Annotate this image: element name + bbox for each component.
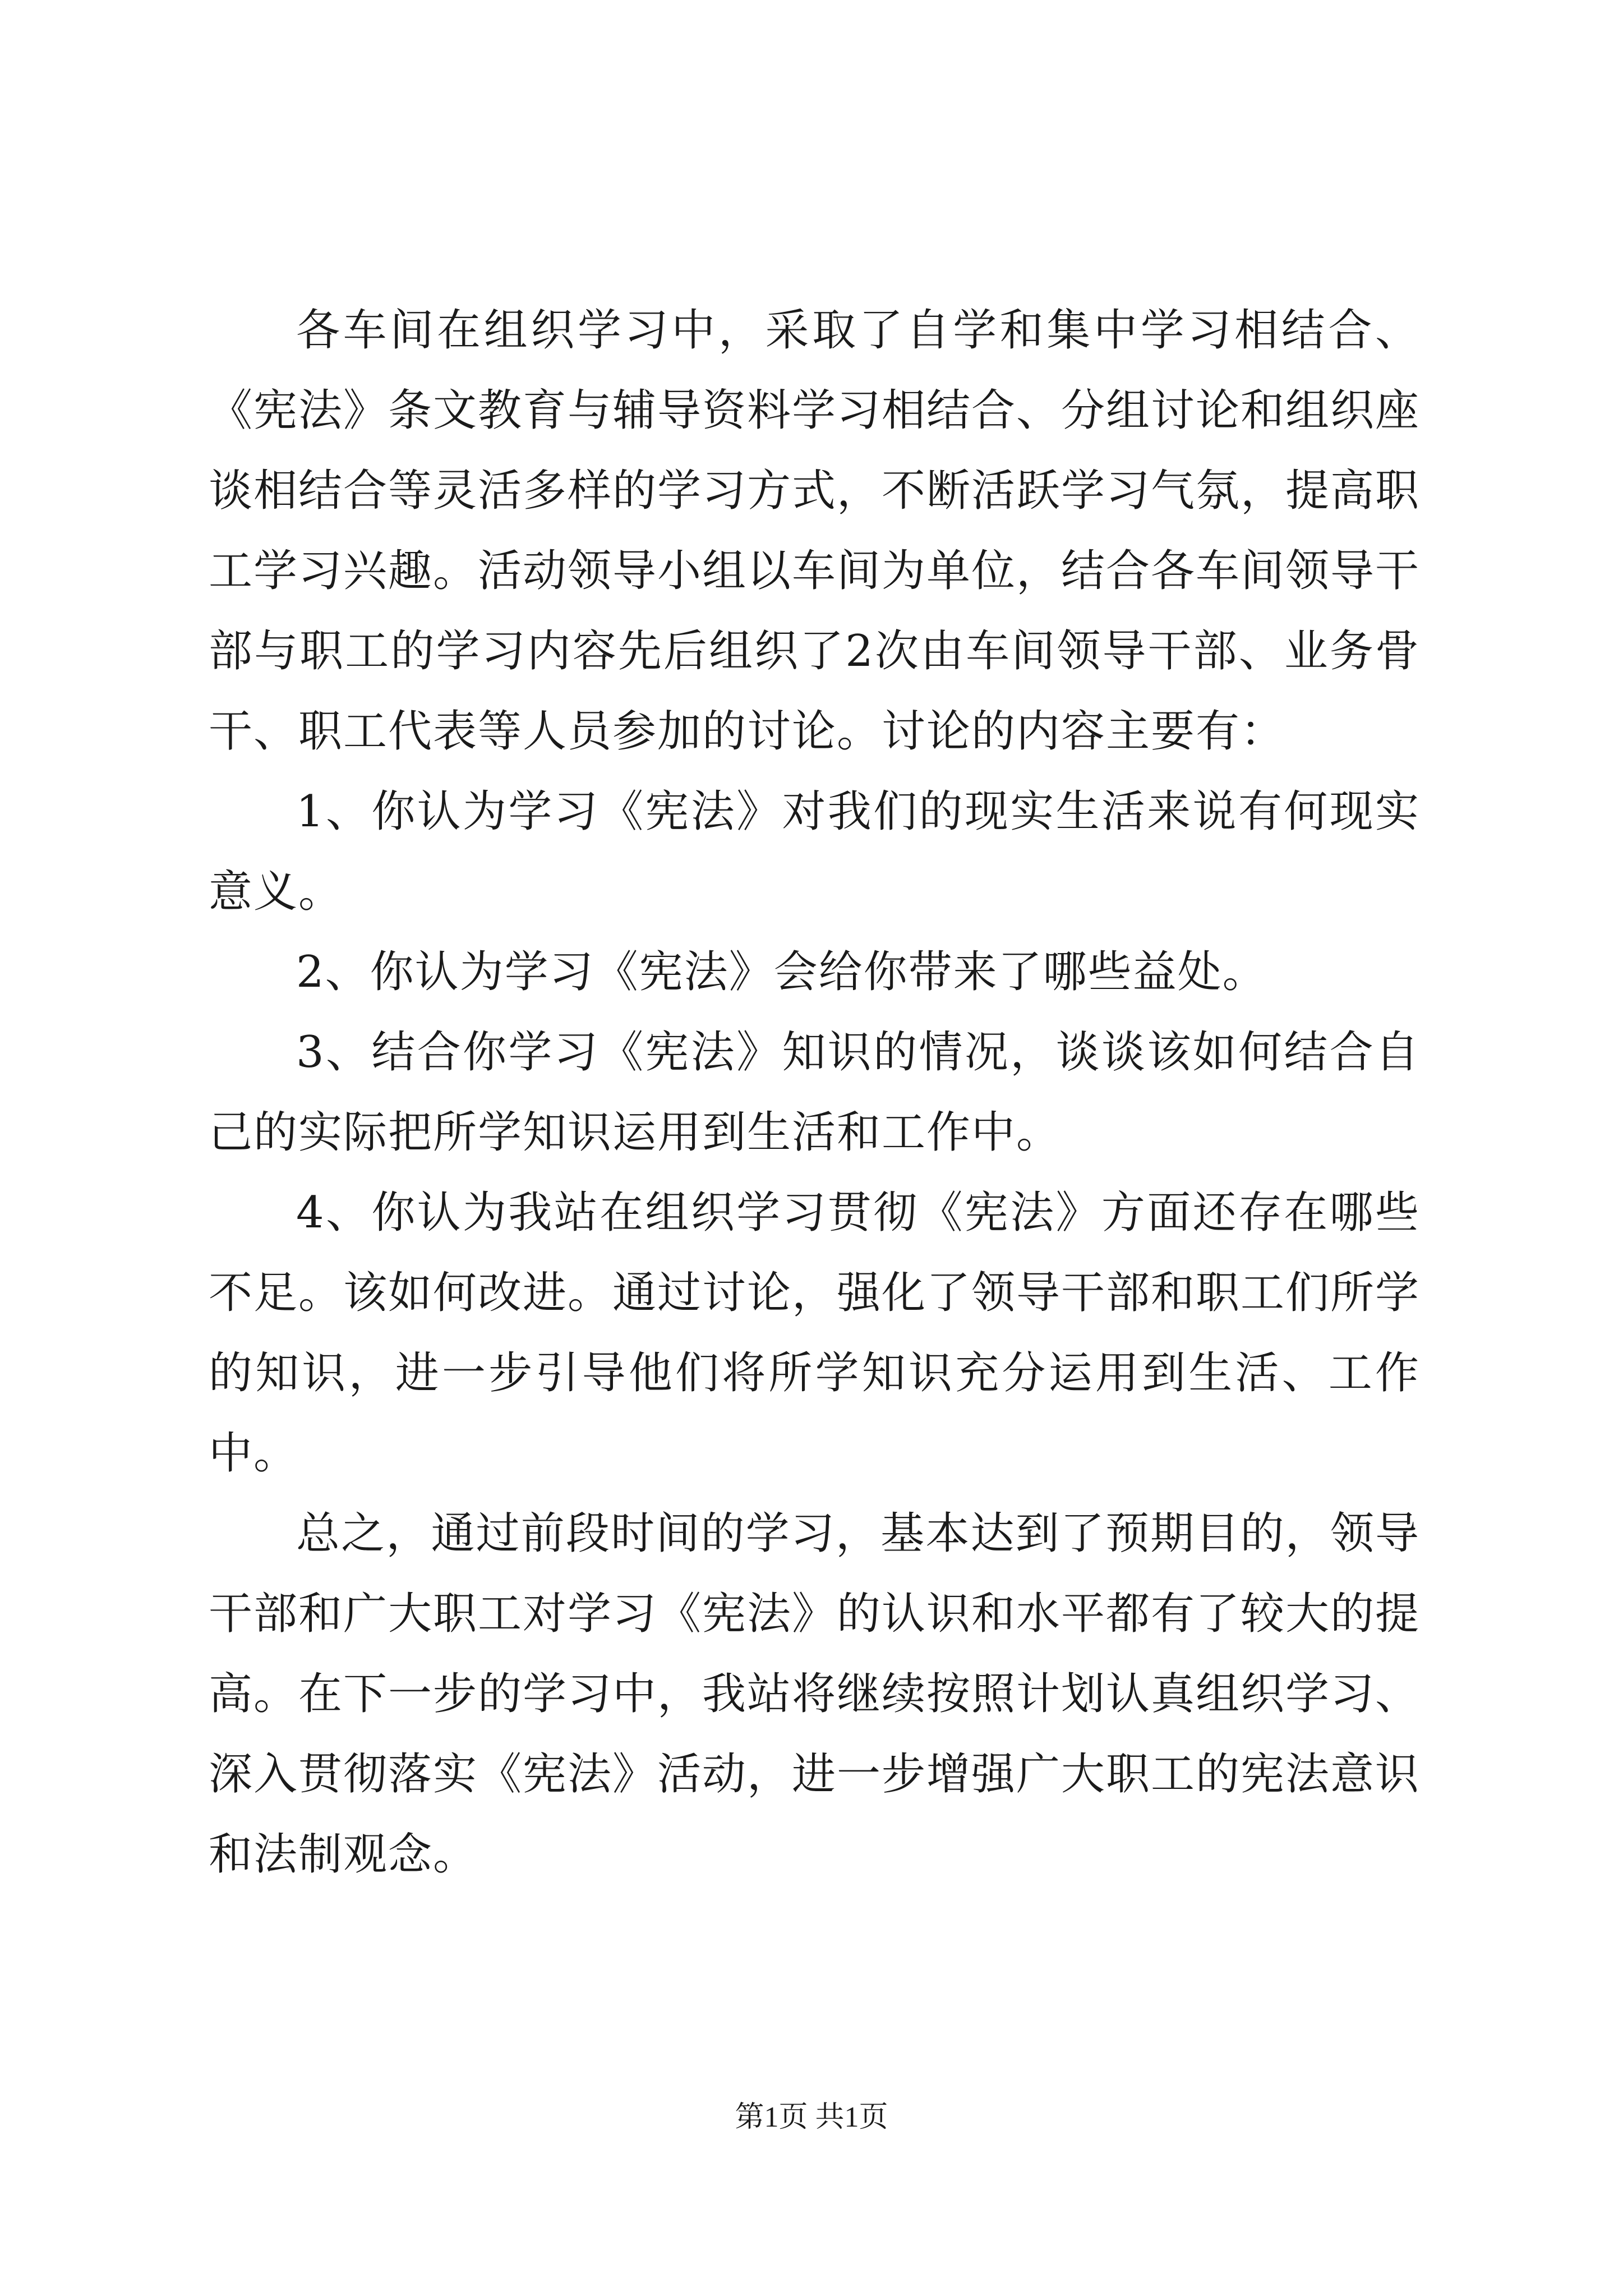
paragraph-conclusion: 总之，通过前段时间的学习，基本达到了预期目的，领导干部和广大职工对学习《宪法》的认识和水平都有了较大的提高。在下一步的学习中，我站将继续按照计划认真组织学习、深入贯彻落实《宪法》活动，进一步增强广大职工的宪法意识和法制观念。 <box>209 1508 1421 1880</box>
discussion-item-4: 4、你认为我站在组织学习贯彻《宪法》方面还存在哪些不足。该如何改进。通过讨论，强化了领导干部和职工们所学的知识，进一步引导他们将所学知识充分运用到生活、工作中。 <box>209 1188 1421 1479</box>
document-body <box>209 291 1420 1895</box>
paragraph-study-methods: 各车间在组织学习中，采取了自学和集中学习相结合、《宪法》条文教育与辅导资料学习相结合、分组讨论和组织座谈相结合等灵活多样的学习方式，不断活跃学习气氛，提高职工学习兴趣。活动领导小组以车间为单位，结合各车间领导干部与职工的学习内容先后组织了2次由车间领导干部、业务骨干、职工代表等人员参加的讨论。讨论的内容主要有： <box>209 305 1421 757</box>
page-number-footer: 第1页 共1页 <box>735 2101 888 2133</box>
discussion-item-2: 2、你认为学习《宪法》会给你带来了哪些益处。 <box>296 947 1267 997</box>
discussion-item-1: 1、你认为学习《宪法》对我们的现实生活来说有何现实意义。 <box>209 786 1420 917</box>
discussion-item-3: 3、结合你学习《宪法》知识的情况，谈谈该如何结合自己的实际把所学知识运用到生活和工作中。 <box>209 1027 1420 1158</box>
